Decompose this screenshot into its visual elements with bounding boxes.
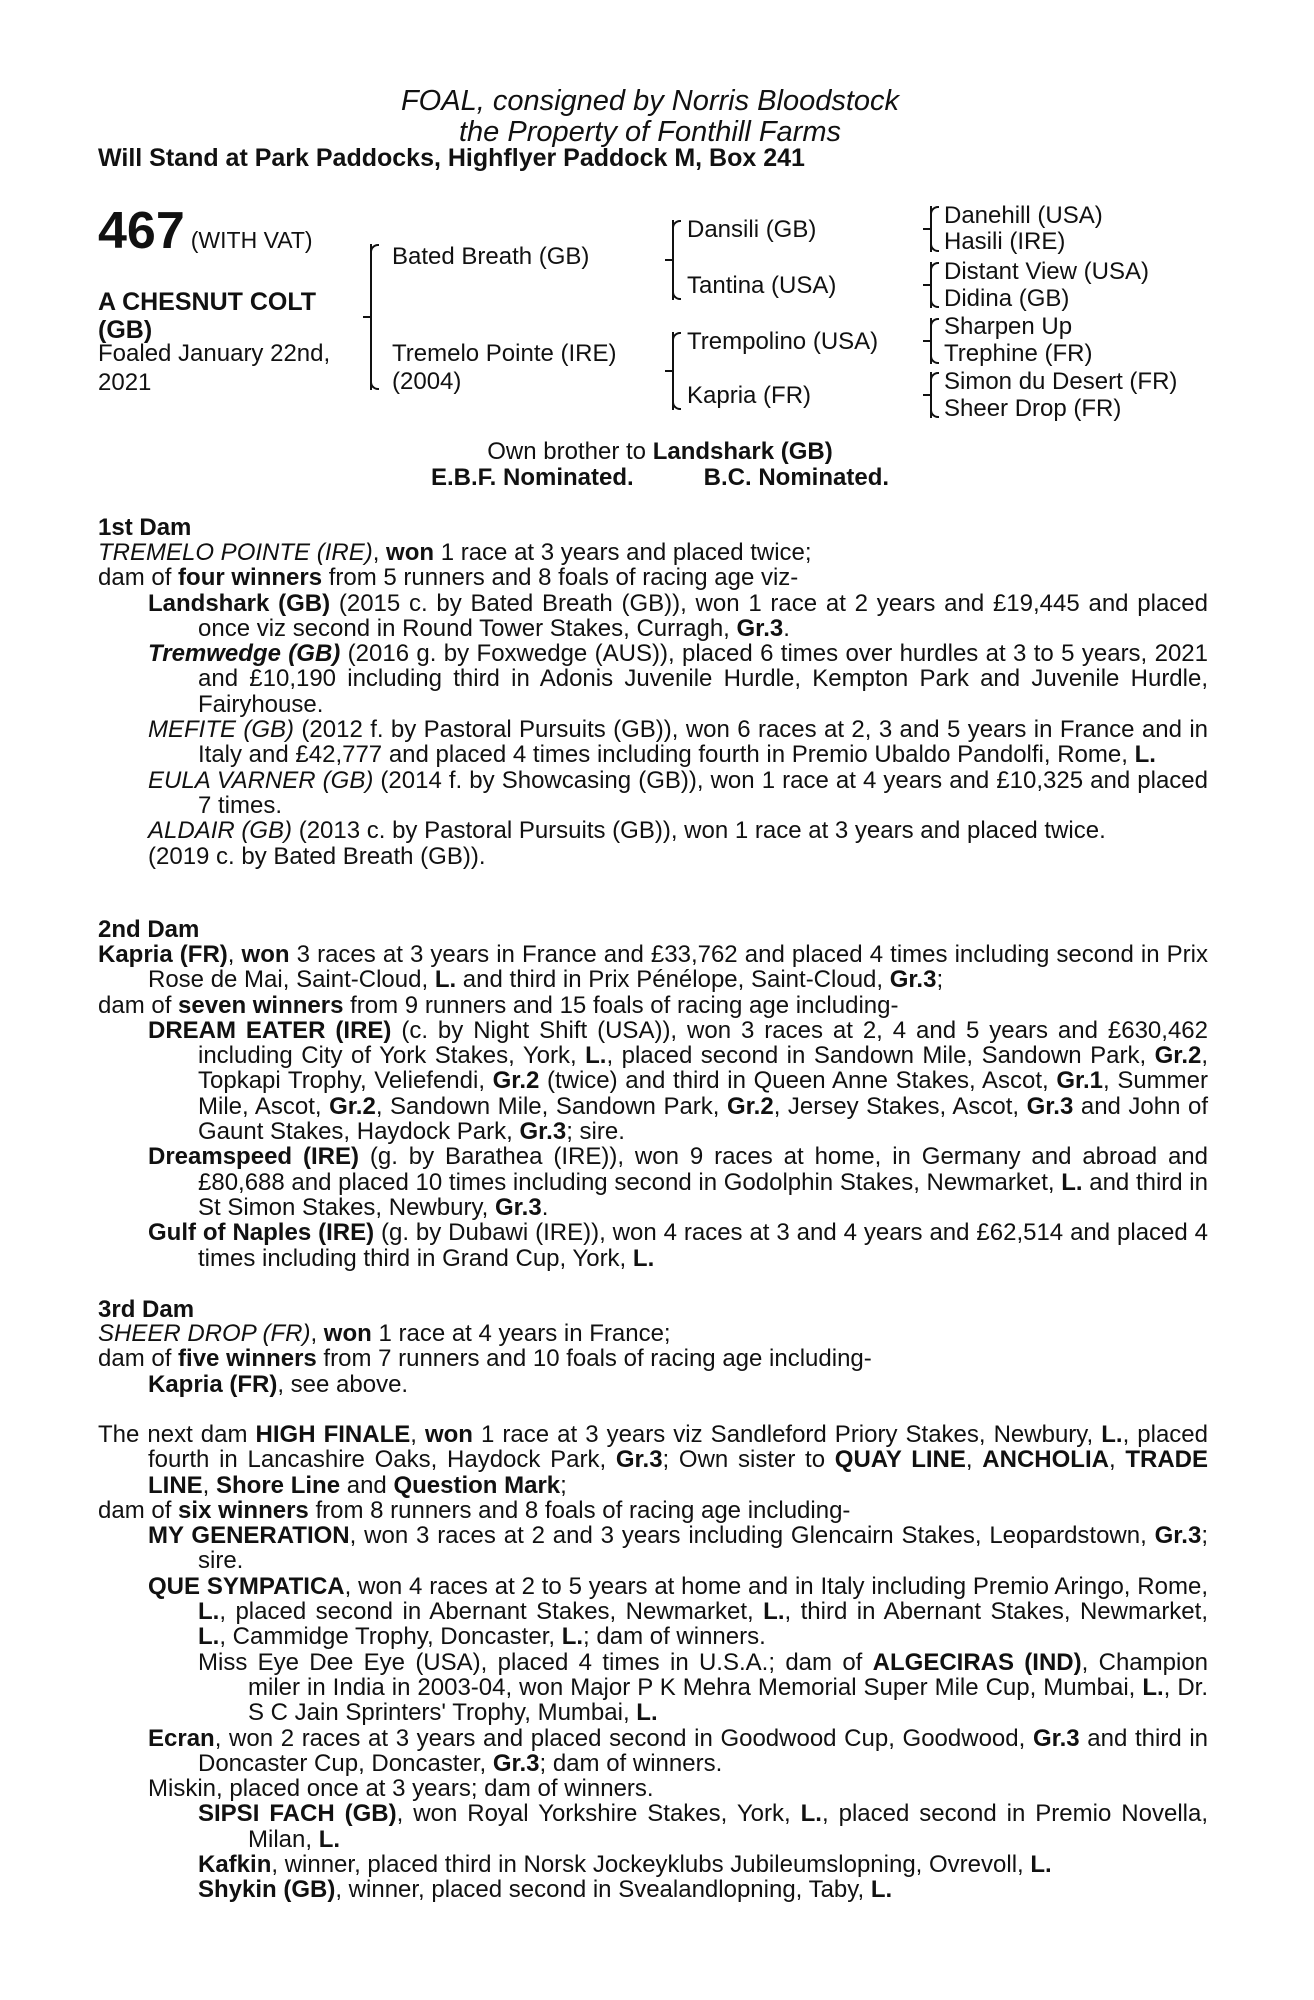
- lot-description: A CHESNUT COLT (GB): [98, 288, 317, 344]
- winners-count: seven winners: [178, 991, 344, 1019]
- race-grade: L.: [318, 1825, 341, 1853]
- pedigree-brace-tick: [665, 370, 673, 372]
- produce-record: and third in Doncaster Cup, Doncaster,: [198, 1724, 1208, 1777]
- dam-of-label: dam of: [98, 1496, 179, 1524]
- third-dam-heading: 3rd Dam: [98, 1296, 195, 1323]
- race-grade: L.: [800, 1800, 822, 1828]
- produce-name: Ecran: [148, 1724, 215, 1752]
- granddam-line-7: Simon du Desert (FR): [944, 368, 1178, 395]
- pedigree-brace-tick: [923, 228, 931, 230]
- runners-note: from 5 runners and 8 foals of racing age viz-: [322, 564, 799, 592]
- race-grade: Gr.2: [329, 1092, 376, 1120]
- race-grade: Gr.1: [1056, 1067, 1104, 1095]
- produce-record: (2013 c. by Pastoral Pursuits (GB)), won 1 race at 3 years and placed twice.: [292, 817, 1106, 845]
- won-label: won: [323, 1320, 372, 1347]
- granddam-line-3: Distant View (USA): [944, 258, 1149, 285]
- own-brother-prefix: Own brother to: [487, 438, 653, 465]
- produce-record: (2016 g. by Foxwedge (AUS)), placed 6 times over hurdles at 3 to 5 years, 2021 and £10,190 including third in Adonis Juvenile Hurdle, Kempton Park and Juvenile Hurdle, Fairyhouse.: [198, 640, 1208, 718]
- produce-record: (g. by Barathea (IRE)), won 9 races at home, in Germany and abroad and £80,688 and placed 10 times including second in Godolphin Stakes, Newmarket,: [198, 1143, 1208, 1196]
- produce-record: , won Royal Yorkshire Stakes, York,: [396, 1800, 801, 1828]
- consignor-line: FOAL, consigned by Norris Bloodstock: [400, 85, 900, 117]
- produce-name: Kapria (FR): [148, 1370, 278, 1398]
- produce-record: , Cammidge Trophy, Doncaster,: [219, 1623, 562, 1651]
- produce-name: Kafkin: [198, 1851, 272, 1879]
- produce-name: ALGECIRAS (IND): [872, 1648, 1082, 1676]
- produce-record: ; dam of winners.: [539, 1749, 723, 1777]
- sibling-name: Question Mark: [393, 1471, 561, 1499]
- winners-count: five winners: [178, 1345, 317, 1373]
- produce-record: , third in Abernant Stakes, Newmarket,: [784, 1598, 1208, 1626]
- foaling-date: Foaled January 22nd, 2021: [98, 340, 331, 396]
- sibling-name: QUAY LINE: [834, 1446, 966, 1474]
- race-grade: L.: [585, 1042, 607, 1070]
- produce-entry: [98, 1852, 1208, 1877]
- bc-nomination: B.C. Nominated.: [703, 464, 890, 491]
- produce-name: MY GENERATION: [148, 1522, 350, 1550]
- race-grade: L.: [1134, 741, 1156, 769]
- dam-sire: Trempolino (USA): [687, 328, 879, 355]
- produce-record: , winner, placed second in Svealandlopning, Taby,: [335, 1876, 871, 1904]
- dam-record: ; Own sister to: [662, 1446, 835, 1474]
- runners-note: from 7 runners and 10 foals of racing age including-: [316, 1345, 872, 1373]
- dam-name-2: Kapria (FR): [98, 941, 228, 968]
- produce-entry: Landshark (GB) (2015 c. by Bated Breath (GB)), won 1 race at 2 years and £19,445 and placed once viz second in Round Tower Stakes, Curragh, Gr.3.: [148, 589, 1208, 642]
- dam-record: 1 race at 3 years and placed twice;: [434, 539, 812, 566]
- produce-record: , Champion miler in India in 2003-04, won Major P K Mehra Memorial Super Mile Cup, Mumbai,: [248, 1648, 1209, 1701]
- produce-entry: [98, 1877, 1208, 1902]
- won-label: won: [241, 941, 290, 968]
- dam-record: 1 race at 4 years in France;: [371, 1320, 671, 1347]
- granddam-line-1: Danehill (USA): [944, 202, 1103, 229]
- race-grade: Gr.3: [736, 614, 784, 642]
- sire-sire: Dansili (GB): [687, 216, 817, 243]
- produce-entry: [98, 1372, 1208, 1397]
- produce-record: Miskin, placed once at 3 years; dam of winners.: [148, 1775, 654, 1803]
- pedigree-brace-tick: [923, 394, 931, 396]
- own-brother-note: [340, 438, 980, 466]
- dam-record: 1 race at 3 years viz Sandleford Priory Stakes, Newbury,: [472, 1421, 1102, 1448]
- winners-count: six winners: [178, 1496, 309, 1524]
- produce-entry: [98, 844, 1208, 869]
- produce-record: ; sire.: [566, 1118, 625, 1146]
- ebf-nomination: E.B.F. Nominated.: [430, 464, 634, 491]
- race-grade: Gr.3: [1154, 1522, 1202, 1550]
- produce-record: , Sandown Mile, Sandown Park,: [375, 1092, 727, 1120]
- granddam-line-2: Hasili (IRE): [944, 228, 1066, 255]
- produce-name: EULA VARNER (GB): [148, 766, 374, 794]
- produce-entry: [98, 1523, 1208, 1574]
- produce-record: Miss Eye Dee Eye (USA), placed 4 times in U.S.A.; dam of: [198, 1648, 873, 1676]
- race-grade: L.: [561, 1623, 584, 1651]
- produce-entry: [98, 818, 1208, 843]
- race-grade: L.: [1061, 1168, 1083, 1196]
- produce-record: , Topkapi Trophy, Veliefendi,: [198, 1042, 1209, 1095]
- stabling-line: Will Stand at Park Paddocks, Highflyer Paddock M, Box 241: [98, 144, 805, 172]
- produce-record: ; sire.: [198, 1522, 1208, 1575]
- race-grade: Gr.3: [1032, 1724, 1080, 1752]
- sibling-name: Shore Line: [216, 1471, 341, 1499]
- sire-name: Bated Breath (GB): [392, 243, 590, 270]
- granddam-line-6: Trephine (FR): [944, 340, 1093, 367]
- produce-name: Landshark (GB): [148, 589, 331, 617]
- produce-record: (g. by Dubawi (IRE)), won 4 races at 3 and 4 years and £62,514 and placed 4 times including third in Grand Cup, York,: [198, 1219, 1208, 1272]
- produce-record: , placed second in Abernant Stakes, Newmarket,: [219, 1598, 764, 1626]
- dam-record: , placed fourth in Lancashire Oaks, Haydock Park,: [148, 1421, 1208, 1474]
- race-grade: L.: [434, 966, 457, 994]
- dam-year: (2004): [392, 368, 462, 395]
- produce-entry: [98, 1726, 1208, 1777]
- produce-record: (2012 f. by Pastoral Pursuits (GB)), won 6 races at 2, 3 and 5 years in France and in Italy and £42,777 and placed 4 times including fourth in Premio Ubaldo Pandolfi, Rome,: [198, 716, 1209, 769]
- dam-name-1: TREMELO POINTE (IRE): [98, 539, 373, 566]
- produce-record: (c. by Night Shift (USA)), won 3 races at 2, 4 and 5 years and £630,462 including City of York Stakes, York,: [198, 1016, 1208, 1070]
- pedigree-brace-tick: [923, 284, 931, 286]
- race-grade: Gr.3: [495, 1193, 542, 1221]
- pedigree-brace-tick: [923, 340, 931, 342]
- lot-number-value: 467: [98, 202, 185, 260]
- vat-note: (WITH VAT): [190, 227, 313, 253]
- pedigree-brace-tick: [363, 316, 371, 318]
- produce-record: , won 3 races at 2 and 3 years including Glencairn Stakes, Leopardstown,: [349, 1522, 1155, 1550]
- lot-number: [98, 202, 313, 266]
- produce-record: , see above.: [277, 1370, 409, 1398]
- sibling-name: ANCHOLIA: [982, 1446, 1109, 1474]
- granddam-line-5: Sharpen Up: [944, 313, 1073, 340]
- produce-record: , Dr. S C Jain Sprinters' Trophy, Mumbai,: [248, 1673, 1208, 1727]
- produce-name: QUE SYMPATICA: [148, 1572, 345, 1600]
- granddam-line-4: Didina (GB): [944, 285, 1070, 312]
- produce-name: ALDAIR (GB): [148, 817, 293, 845]
- dam-of-label: dam of: [98, 991, 179, 1019]
- won-label: won: [424, 1421, 473, 1448]
- granddam-line-8: Sheer Drop (FR): [944, 395, 1122, 422]
- nominations: [340, 464, 980, 492]
- produce-record: (twice) and third in Queen Anne Stakes, Ascot,: [539, 1067, 1057, 1095]
- race-grade: Gr.3: [889, 966, 937, 994]
- produce-name: Gulf of Naples (IRE): [148, 1219, 375, 1247]
- race-grade: L.: [198, 1598, 220, 1626]
- dam-name: Tremelo Pointe (IRE): [392, 340, 617, 367]
- race-grade: Gr.3: [519, 1118, 567, 1146]
- race-grade: Gr.3: [492, 1749, 540, 1777]
- produce-name: DREAM EATER (IRE): [148, 1016, 392, 1044]
- runners-note: from 8 runners and 8 foals of racing age including-: [308, 1496, 851, 1524]
- produce-record: , Jersey Stakes, Ascot,: [773, 1092, 1027, 1120]
- race-grade: L.: [763, 1598, 785, 1626]
- race-grade: L.: [1030, 1851, 1052, 1879]
- third-dam-body: SHEER DROP (FR), won 1 race at 4 years in France; dam of five winners from 7 runners and 10 foals of racing age including- Kapria (FR), see above.: [98, 1321, 1208, 1397]
- race-grade: L.: [1142, 1673, 1164, 1701]
- first-dam-body: TREMELO POINTE (IRE), won 1 race at 3 years and placed twice; dam of four winners from 5 runners and 8 foals of racing age viz- Landshark (GB) (2015 c. by Bated Breath (GB)), won 1 race at 2 years and £19,445 and placed once viz second in Round Tower Stakes, Curragh, Gr.3. Tremwedge (GB) (2016 g. by Foxwedge (AUS)), placed 6 times over hurdles at 3 to 5 years, 2021 and £10,190 including third in Adonis Juvenile Hurdle, Kempton Park and Juvenile Hurdle, Fairyhouse. MEFITE (GB) (2012 f. by Pastoral Pursuits (GB)), won 6 races at 2, 3 and 5 years in France and in Italy and £42,777 and placed 4 times including fourth in Premio Ubaldo Pandolfi, Rome, L. EULA VARNER (GB) (2014 f. by Showcasing (GB)), won 1 race at 4 years and £10,325 and placed 7 times. ALDAIR (GB) (2013 c. by Pastoral Pursuits (GB)), won 1 race at 3 years and placed twice. (2019 c. by Bated Breath (GB)).: [98, 539, 1209, 870]
- runners-note: from 9 runners and 15 foals of racing age including-: [343, 991, 899, 1019]
- dam-name-3: SHEER DROP (FR): [98, 1320, 311, 1347]
- produce-record: , won 2 races at 3 years and placed second in Goodwood Cup, Goodwood,: [214, 1724, 1033, 1752]
- produce-record: , placed second in Sandown Mile, Sandown Park,: [606, 1042, 1155, 1070]
- sire-dam: Tantina (USA): [687, 272, 837, 299]
- race-grade: L.: [1101, 1421, 1123, 1448]
- produce-entry: [98, 641, 1208, 717]
- produce-record: (2014 f. by Showcasing (GB)), won 1 race at 4 years and £10,325 and placed 7 times.: [198, 766, 1208, 819]
- produce-record: (2019 c. by Bated Breath (GB)).: [148, 842, 486, 870]
- winners-count: four winners: [178, 564, 323, 592]
- produce-entry: [98, 1650, 1208, 1726]
- produce-entry: [98, 768, 1208, 819]
- first-dam-heading: 1st Dam: [98, 514, 192, 541]
- produce-record: , Summer Mile, Ascot,: [198, 1067, 1208, 1120]
- dam-of-label: dam of: [98, 1345, 179, 1373]
- race-grade: Gr.2: [492, 1067, 540, 1095]
- sibling-name: TRADE LINE: [148, 1446, 1208, 1499]
- produce-name: SIPSI FACH (GB): [198, 1800, 397, 1828]
- race-grade: Gr.2: [1154, 1042, 1202, 1070]
- next-dam-name: HIGH FINALE: [255, 1421, 411, 1448]
- race-grade: L.: [198, 1623, 220, 1651]
- produce-name: Shykin (GB): [198, 1876, 336, 1904]
- race-grade: L.: [632, 1244, 655, 1272]
- race-grade: Gr.3: [1026, 1092, 1074, 1120]
- race-grade: Gr.3: [615, 1446, 663, 1474]
- dam-record: 3 races at 3 years in France and £33,762 and placed 4 times including second in Prix Rose de Mai, Saint-Cloud,: [148, 941, 1209, 994]
- pedigree-brace-tick: [665, 259, 673, 261]
- produce-entry: [98, 1018, 1208, 1144]
- produce-record: , won 4 races at 2 to 5 years at home and in Italy including Premio Aringo, Rome,: [344, 1572, 1208, 1600]
- dam-of-label: dam of: [98, 564, 179, 592]
- produce-name: Dreamspeed (IRE): [148, 1143, 359, 1171]
- produce-entry: [98, 1574, 1208, 1650]
- race-grade: L.: [636, 1699, 658, 1727]
- produce-record: ; dam of winners.: [583, 1623, 766, 1651]
- second-dam-body: Kapria (FR), won 3 races at 3 years in France and £33,762 and placed 4 times including second in Prix Rose de Mai, Saint-Cloud, L. and third in Prix Pénélope, Saint-Cloud, Gr.3; dam of seven winners from 9 runners and 15 foals of racing age including- DREAM EATER (IRE) (c. by Night Shift (USA)), won 3 races at 2, 4 and 5 years and £630,462 including City of York Stakes, York, L., placed second in Sandown Mile, Sandown Park, Gr.2, Topkapi Trophy, Veliefendi, Gr.2 (twice) and third in Queen Anne Stakes, Ascot, Gr.1, Summer Mile, Ascot, Gr.2, Sandown Mile, Sandown Park, Gr.2, Jersey Stakes, Ascot, Gr.3 and John of Gaunt Stakes, Haydock Park, Gr.3; sire. Dreamspeed (IRE) (g. by Barathea (IRE)), won 9 races at home, in Germany and abroad and £80,688 and placed 10 times including second in Godolphin Stakes, Newmarket, L. and third in St Simon Stakes, Newbury, Gr.3. Gulf of Naples (IRE) (g. by Dubawi (IRE)), won 4 races at 3 and 4 years and £62,514 and placed 4 times including third in Grand Cup, York, L.: [98, 941, 1209, 1272]
- dam-dam: Kapria (FR): [687, 382, 812, 409]
- produce-entry: [98, 1776, 1208, 1801]
- produce-name: MEFITE (GB): [148, 716, 295, 744]
- produce-entry: [98, 1801, 1208, 1852]
- produce-record: , placed second in Premio Novella, Milan,: [248, 1800, 1208, 1853]
- next-dam-prefix: The next dam: [98, 1421, 256, 1448]
- race-grade: Gr.2: [727, 1092, 774, 1120]
- produce-record: (2015 c. by Bated Breath (GB)), won 1 race at 2 years and £19,445 and placed once viz second in Round Tower Stakes, Curragh,: [198, 589, 1208, 642]
- property-line: the Property of Fonthill Farms: [459, 116, 841, 148]
- dam-record: and third in Prix Pénélope, Saint-Cloud,: [456, 966, 890, 994]
- second-dam-heading: 2nd Dam: [98, 916, 200, 943]
- next-dam-body: The next dam HIGH FINALE, won 1 race at 3 years viz Sandleford Priory Stakes, Newbury, L., placed fourth in Lancashire Oaks, Haydock Park, Gr.3; Own sister to QUAY LINE, ANCHOLIA, TRADE LINE, Shore Line and Question Mark; dam of six winners from 8 runners and 8 foals of racing age including- MY GENERATION, won 3 races at 2 and 3 years including Glencairn Stakes, Leopardstown, Gr.3; sire. QUE SYMPATICA, won 4 races at 2 to 5 years at home and in Italy including Premio Aringo, Rome, L., placed second in Abernant Stakes, Newmarket, L., third in Abernant Stakes, Newmarket, L., Cammidge Trophy, Doncaster, L.; dam of winners. Miss Eye Dee Eye (USA), placed 4 times in U.S.A.; dam of ALGECIRAS (IND), Champion miler in India in 2003-04, won Major P K Mehra Memorial Super Mile Cup, Mumbai, L., Dr. S C Jain Sprinters' Trophy, Mumbai, L. Ecran, won 2 races at 3 years and placed second in Goodwood Cup, Goodwood, Gr.3 and third in Doncaster Cup, Doncaster, Gr.3; dam of winners. Miskin, placed once at 3 years; dam of winners. SIPSI FACH (GB), won Royal Yorkshire Stakes, York, L., placed second in Premio Novella, Milan, L. Kafkin, winner, placed third in Norsk Jockeyklubs Jubileumslopning, Ovrevoll, L. Shykin (GB), winner, placed second in Svealandlopning, Taby, L.: [98, 1421, 1209, 1904]
- produce-entry: [98, 1220, 1208, 1271]
- own-brother-name: Landshark (GB): [652, 438, 833, 465]
- produce-entry: [98, 717, 1208, 768]
- produce-entry: Dreamspeed (IRE) (g. by Barathea (IRE)), won 9 races at home, in Germany and abroad and £80,688 and placed 10 times including second in Godolphin Stakes, Newmarket, L. and third in St Simon Stakes, Newbury, Gr.3.: [148, 1143, 1208, 1221]
- produce-name: Tremwedge (GB): [148, 640, 341, 668]
- produce-record: and third in St Simon Stakes, Newbury,: [198, 1168, 1208, 1221]
- race-grade: L.: [870, 1876, 893, 1904]
- produce-record: , winner, placed third in Norsk Jockeyklubs Jubileumslopning, Ovrevoll,: [271, 1851, 1031, 1879]
- produce-record: and John of Gaunt Stakes, Haydock Park,: [198, 1092, 1209, 1146]
- won-label: won: [386, 539, 435, 566]
